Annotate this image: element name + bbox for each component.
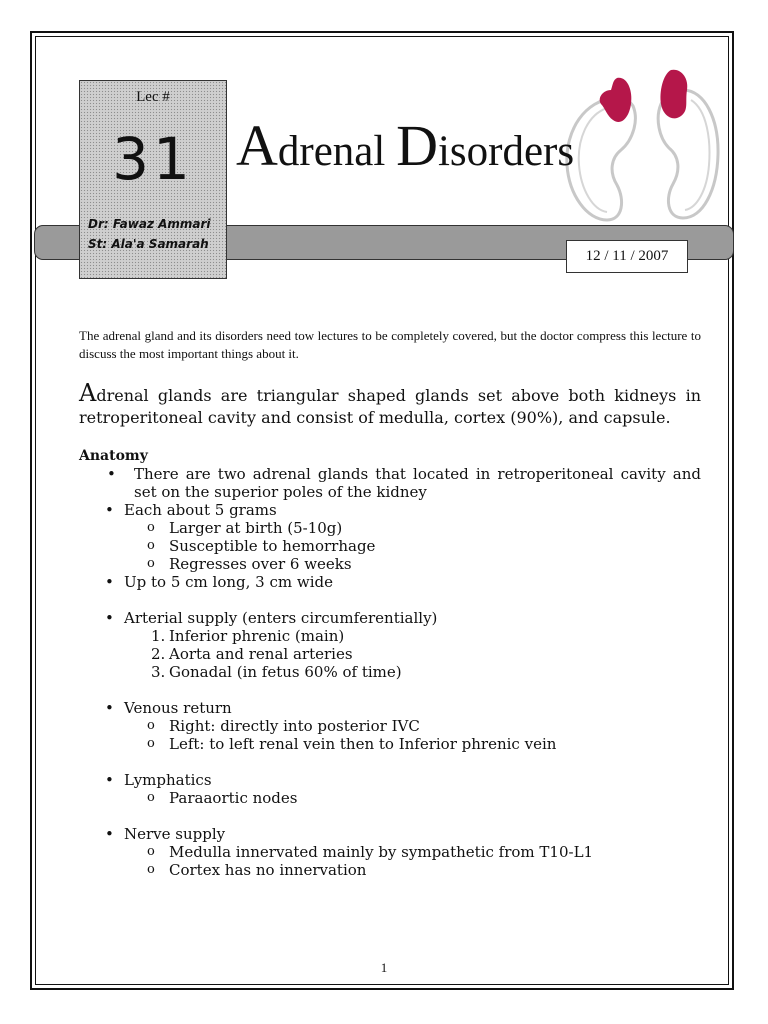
circle-marker: o: [147, 862, 155, 877]
sub-list-item: [79, 735, 701, 753]
lecture-number: 31: [112, 125, 194, 193]
list-item: [79, 699, 701, 717]
lecture-date: 12 / 11 / 2007: [566, 240, 688, 273]
title-initial-d: D: [396, 113, 438, 178]
lead-dropcap: A: [79, 379, 97, 407]
page-title: [236, 112, 574, 179]
list-item: [79, 609, 701, 627]
numbered-item-text: Aorta and renal arteries: [169, 645, 353, 663]
bullet-marker: •: [105, 609, 114, 627]
circle-marker: o: [147, 844, 155, 859]
circle-marker: o: [147, 736, 155, 751]
list-item-text: Each about 5 grams: [124, 501, 277, 519]
lecture-info-box: [79, 80, 227, 279]
sub-list-item-text: Left: to left renal vein then to Inferior phrenic vein: [169, 735, 557, 753]
sub-list-item: [79, 537, 701, 555]
page-number: 1: [380, 960, 388, 975]
sub-list-item-text: Paraaortic nodes: [169, 789, 298, 807]
title-word-2: isorders: [437, 128, 575, 175]
right-adrenal-gland-shape: [660, 70, 687, 119]
sub-list-item: [79, 555, 701, 573]
sub-list-item-text: Cortex has no innervation: [169, 861, 367, 879]
list-item-text: Nerve supply: [124, 825, 226, 843]
list-item-text: Arterial supply (enters circumferentially): [124, 609, 438, 627]
bullet-marker: •: [107, 465, 116, 483]
sub-list-item: [79, 789, 701, 807]
sub-list-item: [79, 717, 701, 735]
circle-marker: o: [147, 556, 155, 571]
sub-list-item-text: Susceptible to hemorrhage: [169, 537, 376, 555]
lead-paragraph: [79, 379, 701, 429]
lecture-label: Lec #: [136, 89, 170, 105]
circle-marker: o: [147, 538, 155, 553]
student-name: St: Ala'a Samarah: [88, 237, 209, 251]
number-marker: 1.: [151, 627, 166, 645]
list-item: [79, 825, 701, 843]
sub-list-item-text: Larger at birth (5-10g): [169, 519, 343, 537]
numbered-list-item: [79, 663, 701, 681]
numbered-list-item: [79, 645, 701, 663]
list-item-text: Up to 5 cm long, 3 cm wide: [124, 573, 333, 591]
lead-text: drenal glands are triangular shaped glands set above both kidneys in retroperitoneal cavity and consist of medulla, cortex (90%), and capsule.: [79, 386, 701, 427]
bullet-marker: •: [105, 825, 114, 843]
section-heading-anatomy: Anatomy: [79, 448, 148, 464]
sub-list-item-text: Regresses over 6 weeks: [169, 555, 352, 573]
left-adrenal-gland-shape: [600, 78, 632, 122]
sub-list-item-text: Medulla innervated mainly by sympathetic from T10-L1: [169, 843, 594, 861]
number-marker: 3.: [151, 663, 166, 681]
sub-list-item: [79, 843, 701, 861]
anatomy-section: [79, 447, 701, 879]
numbered-item-text: Inferior phrenic (main): [169, 627, 345, 645]
bullet-marker: •: [105, 573, 114, 591]
bullet-marker: •: [105, 771, 114, 789]
list-item: [79, 501, 701, 519]
title-word-1: drenal: [277, 128, 397, 175]
list-item: [79, 465, 701, 501]
sub-list-item: [79, 861, 701, 879]
numbered-item-text: Gonadal (in fetus 60% of time): [169, 663, 402, 681]
sub-list-item: [79, 519, 701, 537]
title-initial-a: A: [236, 113, 278, 178]
numbered-list-item: [79, 627, 701, 645]
intro-paragraph: The adrenal gland and its disorders need tow lectures to be completely covered, but the doctor compress this lecture to discuss the most important things about it.: [79, 328, 701, 361]
list-item: [79, 771, 701, 789]
list-item-text: Venous return: [124, 699, 232, 717]
circle-marker: o: [147, 520, 155, 535]
sub-list-item-text: Right: directly into posterior IVC: [169, 717, 420, 735]
kidney-adrenal-illustration: [555, 60, 725, 230]
list-item: [79, 573, 701, 591]
list-item-text: Lymphatics: [124, 771, 212, 789]
circle-marker: o: [147, 718, 155, 733]
bullet-marker: •: [105, 501, 114, 519]
list-item-text: There are two adrenal glands that located in retroperitoneal cavity and set on the superior poles of the kidney: [134, 465, 701, 501]
bullet-marker: •: [105, 699, 114, 717]
doctor-name: Dr: Fawaz Ammari: [88, 217, 211, 231]
circle-marker: o: [147, 790, 155, 805]
number-marker: 2.: [151, 645, 166, 663]
